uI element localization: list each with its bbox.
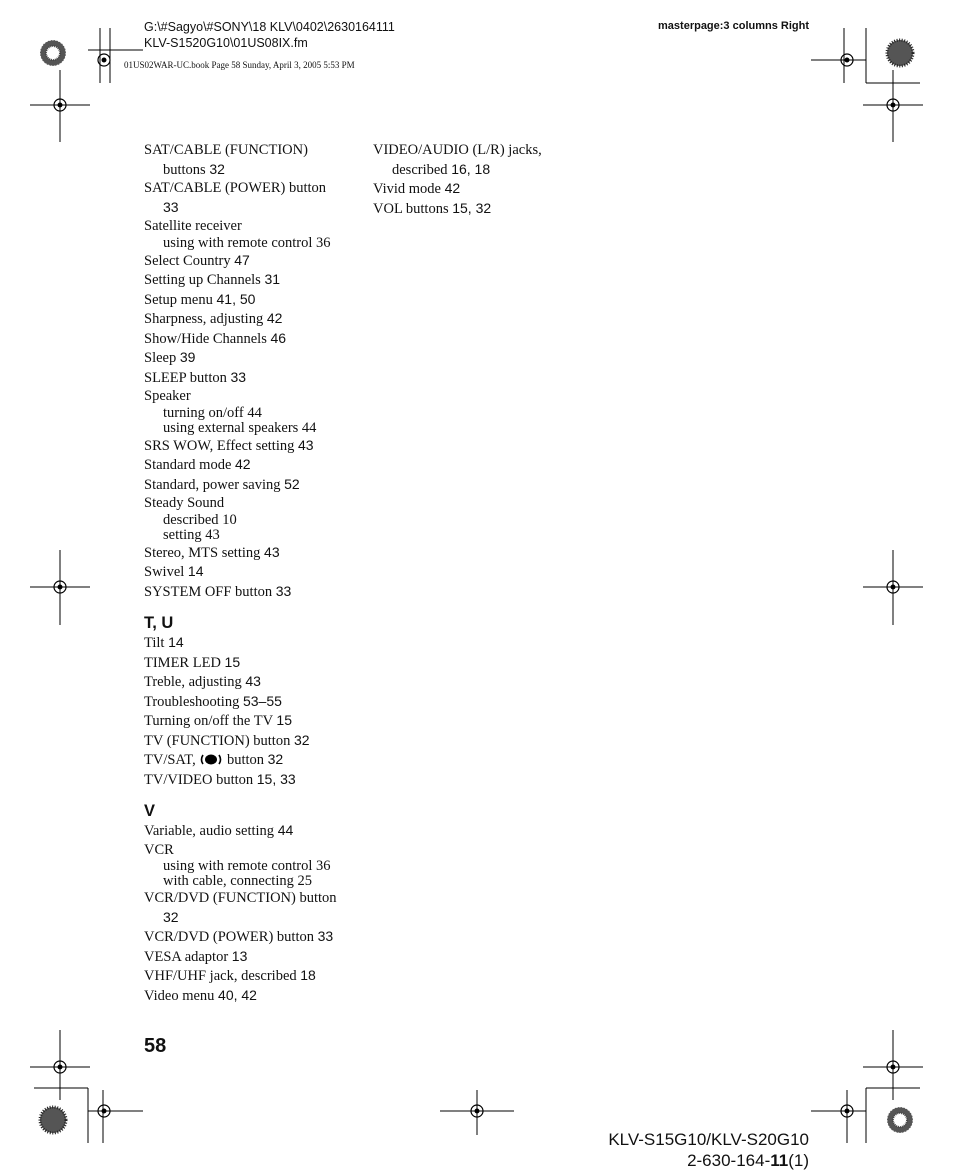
page-number: 58 xyxy=(144,1035,167,1057)
index-term: Stereo, MTS setting xyxy=(144,544,261,561)
index-page-ref: 40, 42 xyxy=(218,986,257,1003)
index-term-continuation: buttons xyxy=(163,161,206,178)
index-term: Setup menu xyxy=(144,291,213,308)
index-page-ref: 15 xyxy=(276,712,292,728)
index-term: Video menu xyxy=(144,987,215,1004)
index-entry xyxy=(144,368,374,388)
index-column-1 xyxy=(144,141,374,1005)
index-term: Select Country xyxy=(144,252,231,269)
index-page-ref: 15 xyxy=(224,653,241,670)
index-entry-tv-video xyxy=(144,770,374,790)
index-subentry xyxy=(144,528,374,543)
index-page-ref: 18 xyxy=(300,967,316,983)
index-subterm: described xyxy=(163,511,219,528)
index-subentry xyxy=(144,406,374,421)
index-entry xyxy=(144,455,374,475)
index-page-ref: 42 xyxy=(444,180,461,196)
index-entry xyxy=(144,309,374,329)
index-entry xyxy=(144,141,374,160)
index-term: Turning on/off the TV xyxy=(144,713,273,729)
index-page-ref: 47 xyxy=(234,251,250,268)
index-entry xyxy=(144,927,374,947)
index-term: VOL buttons xyxy=(373,200,449,217)
index-entry xyxy=(373,179,603,199)
index-subterm: turning on/off xyxy=(163,404,244,421)
index-entry-continuation xyxy=(144,198,374,218)
index-term: SLEEP button xyxy=(144,369,227,386)
index-entry xyxy=(144,692,374,712)
index-page-ref: 44 xyxy=(247,404,262,421)
index-term: SAT/CABLE (FUNCTION) xyxy=(144,142,308,158)
index-page-ref: 39 xyxy=(179,349,196,365)
index-entry xyxy=(144,348,374,368)
index-page-ref: 33 xyxy=(317,928,334,944)
index-entry xyxy=(373,141,603,160)
index-entry-tv-sat xyxy=(144,750,374,770)
index-page-ref: 13 xyxy=(231,947,248,964)
index-entry xyxy=(144,986,374,1006)
index-term: TIMER LED xyxy=(144,654,221,671)
index-term: VCR/DVD (POWER) button xyxy=(144,929,314,945)
index-page-ref: 43 xyxy=(264,543,280,560)
index-entry xyxy=(144,653,374,673)
index-subterm: using with remote control xyxy=(163,234,313,251)
index-page-ref: 25 xyxy=(297,873,312,889)
index-page-ref: 32 xyxy=(163,908,179,925)
index-term: SYSTEM OFF button xyxy=(144,583,273,600)
index-page-ref: 33 xyxy=(163,198,179,215)
index-entry xyxy=(144,270,374,290)
index-term: Troubleshooting xyxy=(144,693,240,710)
index-page-ref: 33 xyxy=(230,368,247,385)
index-column-2 xyxy=(373,141,603,218)
index-term: Sharpness, adjusting xyxy=(144,311,264,327)
index-term: TV (FUNCTION) button xyxy=(144,732,291,749)
index-term-continuation: described xyxy=(392,161,448,178)
part-suffix: (1) xyxy=(788,1151,809,1170)
index-entry xyxy=(144,841,374,860)
index-group-s xyxy=(144,141,374,601)
index-term: VIDEO/AUDIO (L/R) jacks, xyxy=(373,142,542,158)
book-info: 01US02WAR-UC.book Page 58 Sunday, April 3, 2005 5:53 PM xyxy=(124,60,355,70)
index-entry xyxy=(144,633,374,653)
masterpage-label: masterpage:3 columns Right xyxy=(658,20,809,32)
part-bold: 11 xyxy=(770,1151,789,1170)
footer-model-info xyxy=(608,1129,809,1171)
index-subterm: setting xyxy=(163,526,202,543)
disc-symbol-icon xyxy=(199,754,223,765)
index-page-ref: 10 xyxy=(222,511,237,528)
index-term: Setting up Channels xyxy=(144,272,261,288)
index-term: Variable, audio setting xyxy=(144,823,275,839)
index-page-ref: 52 xyxy=(284,475,300,492)
index-entry xyxy=(144,672,374,692)
index-term: Standard mode xyxy=(144,457,232,473)
index-entry xyxy=(144,179,374,198)
tv-video-label: TV/VIDEO button xyxy=(144,771,254,788)
index-entry xyxy=(144,582,374,602)
index-entry xyxy=(144,821,374,841)
index-entry xyxy=(144,290,374,310)
index-term: Vivid mode xyxy=(373,181,441,197)
index-page-ref: 33 xyxy=(275,582,292,599)
index-subterm: using external speakers xyxy=(163,419,299,436)
index-term: VHF/UHF jack, described xyxy=(144,968,297,984)
index-term: Steady Sound xyxy=(144,495,225,511)
index-page-ref: 41, 50 xyxy=(216,290,256,307)
index-subentry xyxy=(144,421,374,436)
index-term: Swivel xyxy=(144,564,185,580)
file-path-line-1: G:\#Sagyo\#SONY\18 KLV\0402\2630164111 xyxy=(144,20,395,34)
index-page-ref: 14 xyxy=(168,634,184,650)
index-entry xyxy=(144,889,374,908)
index-page-ref: 32 xyxy=(293,731,310,748)
index-subentry xyxy=(144,874,374,889)
index-entry xyxy=(144,217,374,236)
index-term: Treble, adjusting xyxy=(144,674,242,690)
tv-sat-label: TV/SAT, xyxy=(144,752,196,768)
index-page-ref: 36 xyxy=(316,858,331,874)
tv-sat-page: 32 xyxy=(267,751,284,767)
index-group-col2 xyxy=(373,141,603,218)
index-page-ref: 43 xyxy=(205,526,220,543)
index-entry xyxy=(144,562,374,582)
index-term: Sleep xyxy=(144,350,177,366)
index-term: Tilt xyxy=(144,635,165,651)
index-term: Standard, power saving xyxy=(144,476,281,493)
index-page-ref: 46 xyxy=(270,329,287,346)
index-group-tu xyxy=(144,633,374,750)
section-heading-v: V xyxy=(144,802,156,820)
index-subentry xyxy=(144,236,374,251)
index-page-ref: 36 xyxy=(316,234,331,251)
index-subterm: with cable, connecting xyxy=(163,873,294,889)
index-entry xyxy=(144,251,374,271)
index-page-ref: 16, 18 xyxy=(451,160,491,177)
index-entry-continuation xyxy=(373,160,603,180)
index-term: Speaker xyxy=(144,388,191,404)
index-entry xyxy=(144,731,374,751)
part-prefix: 2-630-164- xyxy=(687,1151,771,1170)
index-page-ref: 42 xyxy=(266,310,283,326)
index-entry-continuation xyxy=(144,160,374,180)
index-entry xyxy=(144,436,374,456)
index-term: VESA adaptor xyxy=(144,948,229,965)
index-term: SAT/CABLE (POWER) button xyxy=(144,180,327,196)
index-entry xyxy=(144,329,374,349)
index-page-ref: 15, 32 xyxy=(452,199,492,216)
index-term: Show/Hide Channels xyxy=(144,330,267,347)
file-path-line-2: KLV-S1520G10\01US08IX.fm xyxy=(144,36,308,50)
index-subterm: using with remote control xyxy=(163,858,313,874)
index-page-ref: 31 xyxy=(264,271,281,287)
index-page-ref: 43 xyxy=(298,436,314,453)
index-page-ref: 44 xyxy=(301,419,317,436)
index-entry xyxy=(144,711,374,731)
section-heading-tu: T, U xyxy=(144,614,174,632)
index-term: SRS WOW, Effect setting xyxy=(144,437,295,454)
tv-video-page: 15, 33 xyxy=(256,770,296,787)
index-entry xyxy=(373,199,603,219)
index-group-v xyxy=(144,821,374,1005)
index-entry xyxy=(144,947,374,967)
index-subentry xyxy=(144,513,374,528)
index-subentry xyxy=(144,859,374,874)
index-term: Satellite receiver xyxy=(144,218,242,234)
index-page-ref: 43 xyxy=(245,673,261,689)
index-page-ref: 53–55 xyxy=(242,692,282,709)
tv-sat-button-label: button xyxy=(226,752,265,768)
index-page-ref: 14 xyxy=(187,563,204,579)
footer-model: KLV-S15G10/KLV-S20G10 xyxy=(608,1130,809,1149)
index-entry xyxy=(144,494,374,513)
index-term: VCR/DVD (FUNCTION) button xyxy=(144,890,337,906)
index-entry xyxy=(144,475,374,495)
index-page-ref: 32 xyxy=(209,160,225,177)
index-entry xyxy=(144,966,374,986)
index-page-ref: 44 xyxy=(277,822,294,838)
file-path-header xyxy=(144,19,395,51)
index-term: VCR xyxy=(144,841,174,858)
footer-part-number xyxy=(608,1150,809,1171)
index-entry xyxy=(144,387,374,406)
index-entry xyxy=(144,543,374,563)
index-entry-continuation xyxy=(144,908,374,928)
index-page-ref: 42 xyxy=(235,456,251,472)
